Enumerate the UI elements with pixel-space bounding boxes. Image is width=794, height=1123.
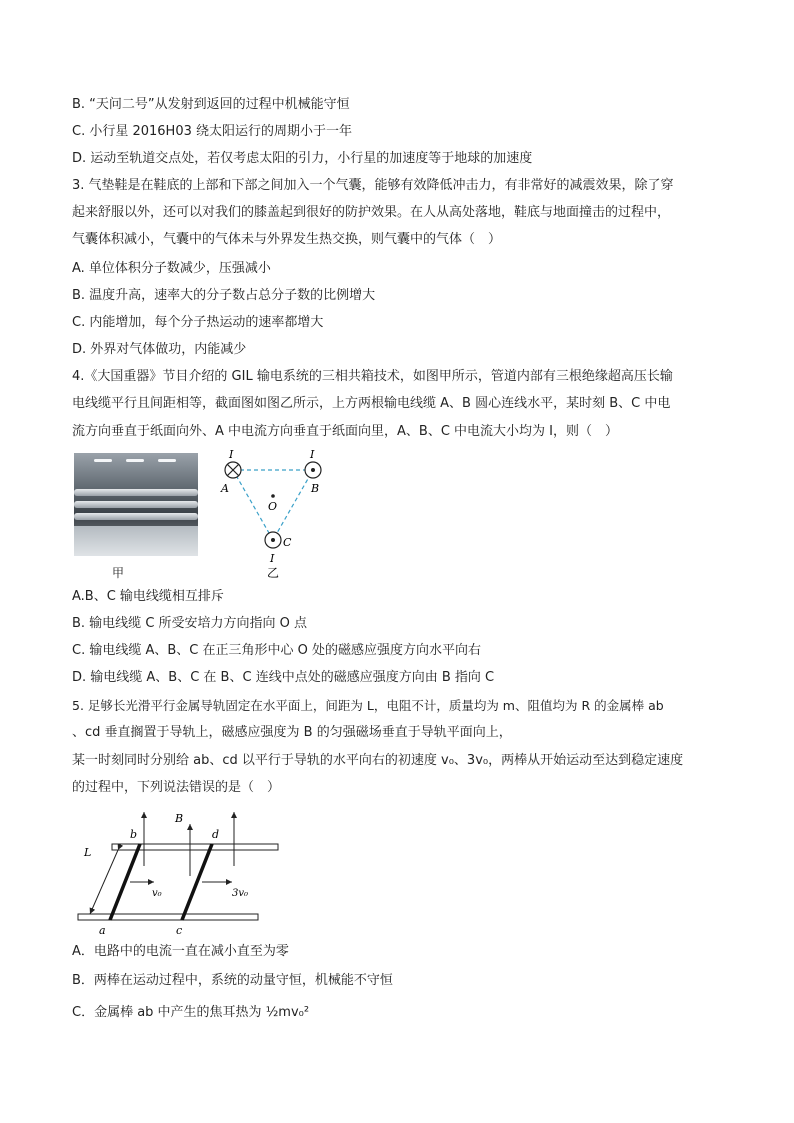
label-a: A xyxy=(221,482,229,495)
question-4-line2: 电线缆平行且间距相等，截面图如图乙所示，上方两根输电线缆 A、B 圆心连线水平，某时刻 B、C 中电 xyxy=(72,396,671,411)
question-4-line3: 流方向垂直于纸面向外、A 中电流方向垂直于纸面向里，A、B、C 中电流大小均为 I，则（ ） xyxy=(72,424,619,439)
cable-b-out-of-page-icon xyxy=(305,462,321,478)
option-c-q3: C. 内能增加，每个分子热运动的速率都增大 xyxy=(72,315,324,330)
label-current-c: I xyxy=(270,552,275,565)
option-c-q5: C．金属棒 ab 中产生的焦耳热为 ½mv₀² xyxy=(72,1005,310,1020)
label-a-rod: a xyxy=(99,924,106,937)
label-d-rod: d xyxy=(212,828,220,841)
center-point-o xyxy=(271,494,275,498)
question-3-line3: 气囊体积减小，气囊中的气体未与外界发生热交换，则气囊中的气体（ ） xyxy=(72,232,502,247)
diagram-caption: 乙 xyxy=(267,566,280,580)
label-current-a: I xyxy=(229,448,234,461)
question-3-line2: 起来舒服以外，还可以对我们的膝盖起到很好的防护效果。在人从高处落地，鞋底与地面撞击的过程中， xyxy=(72,205,671,220)
option-d-q2: D. 运动至轨道交点处，若仅考虑太阳的引力，小行星的加速度等于地球的加速度 xyxy=(72,151,533,166)
label-c: C xyxy=(283,536,292,549)
label-field-b: B xyxy=(175,812,184,825)
label-o: O xyxy=(268,500,278,513)
option-a-q3: A. 单位体积分子数减少，压强减小 xyxy=(72,261,271,276)
photo-caption: 甲 xyxy=(112,566,125,580)
option-d-q3: D. 外界对气体做功，内能减少 xyxy=(72,342,247,357)
label-c-rod: c xyxy=(176,924,183,937)
gil-tunnel-photo xyxy=(74,453,198,556)
question-3-line1: 3. 气垫鞋是在鞋底的上部和下部之间加入一个气囊，能够有效降低冲击力，有非常好的减震效果，除了穿 xyxy=(72,178,674,193)
option-a-q5: A．电路中的电流一直在减小直至为零 xyxy=(72,944,289,959)
label-l: L xyxy=(84,846,92,859)
bottom-rail xyxy=(78,914,258,920)
option-b-q5: B．两棒在运动过程中，系统的动量守恒，机械能不守恒 xyxy=(72,973,393,988)
question-5-line3: 某一时刻同时分别给 ab、cd 以平行于导轨的水平向右的初速度 v₀、3v₀，两棒从开始运动至达到稳定速度 xyxy=(72,753,684,768)
label-3v0: 3v₀ xyxy=(232,888,249,899)
question-5-line1: 5. 足够长光滑平行金属导轨固定在水平面上，间距为 L，电阻不计，质量均为 m、阻值均为 R 的金属棒 ab xyxy=(72,698,664,713)
option-b-q4: B. 输电线缆 C 所受安培力方向指向 O 点 xyxy=(72,616,308,631)
rails-and-rods-diagram xyxy=(72,806,286,938)
option-d-q4: D. 输电线缆 A、B、C 在 B、C 连线中点处的磁感应强度方向由 B 指向 C xyxy=(72,670,495,685)
cable-cross-section-diagram xyxy=(215,448,335,580)
question-4-line1: 4.《大国重器》节目介绍的 GIL 输电系统的三相共箱技术，如图甲所示，管道内部有三根绝缘超高压长输 xyxy=(72,369,673,384)
label-b-rod: b xyxy=(130,828,138,841)
label-b: B xyxy=(311,482,320,495)
question-5-line4: 的过程中，下列说法错误的是（ ） xyxy=(72,780,281,795)
question-5-line2: 、cd 垂直搁置于导轨上，磁感应强度为 B 的匀强磁场垂直于导轨平面向上， xyxy=(72,725,512,740)
label-current-b: I xyxy=(310,448,315,461)
option-b-q3: B. 温度升高，速率大的分子数占总分子数的比例增大 xyxy=(72,288,376,303)
option-a-q4: A.B、C 输电线缆相互排斥 xyxy=(72,589,224,604)
cable-c-out-of-page-icon xyxy=(265,532,281,548)
spacing-dimension xyxy=(90,850,118,914)
option-c-q4: C. 输电线缆 A、B、C 在正三角形中心 O 处的磁感应强度方向水平向右 xyxy=(72,643,481,658)
label-v0: v₀ xyxy=(152,888,162,899)
option-b-q2: B. “天问二号”从发射到返回的过程中机械能守恒 xyxy=(72,97,350,112)
option-c-q2: C. 小行星 2016H03 绕太阳运行的周期小于一年 xyxy=(72,124,353,139)
cable-a-into-page-icon xyxy=(225,462,241,478)
